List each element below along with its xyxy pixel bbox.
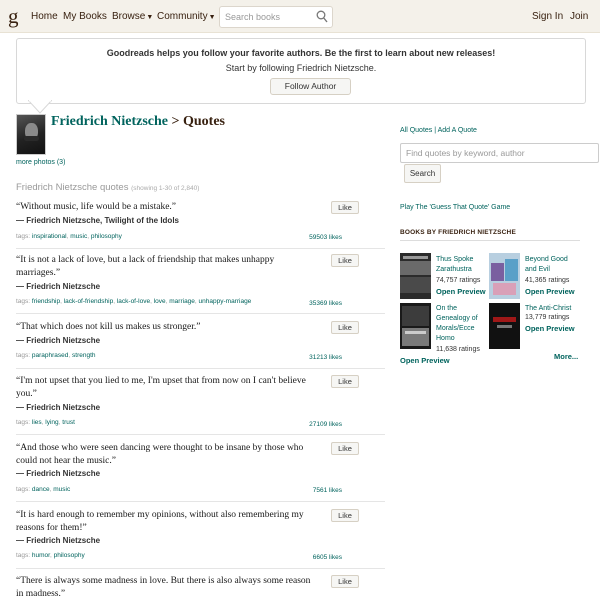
book-cover-thus-spoke-zarathustra[interactable] xyxy=(400,253,431,299)
tag-link[interactable]: friendship xyxy=(31,298,61,305)
follow-author-banner xyxy=(16,38,586,104)
quote-author: ― Friedrich Nietzsche xyxy=(16,336,101,345)
tag-link[interactable]: philosophy xyxy=(90,233,122,240)
like-button[interactable]: Like xyxy=(331,201,359,214)
author-mustache xyxy=(24,136,39,141)
tag-link[interactable]: trust xyxy=(62,419,75,426)
book-cover-genealogy-of-morals[interactable] xyxy=(400,303,431,349)
more-photos-link[interactable]: more photos (3) xyxy=(16,159,66,166)
open-preview-link[interactable]: Open Preview xyxy=(400,356,450,365)
quote-text: “I'm not upset that you lied to me, I'm upset that from now on I can't believe you.” xyxy=(16,376,306,399)
open-preview-link[interactable]: Open Preview xyxy=(525,287,575,296)
tags-label: tags: xyxy=(16,233,31,240)
quote-tags: tags: inspirational, music, philosophy xyxy=(16,233,122,240)
banner-pointer-arrow xyxy=(28,100,52,114)
book-title-link[interactable]: Beyond Good and Evil xyxy=(525,256,568,273)
quote-author-name: ― Friedrich Nietzsche, xyxy=(16,216,103,225)
quote-text: “It is not a lack of love, but a lack of friendship that makes unhappy marriages.” xyxy=(16,255,275,278)
sidebar-quote-links: All Quotes | Add A Quote xyxy=(400,127,477,134)
quote-item xyxy=(16,575,385,600)
quotes-section-heading xyxy=(16,182,199,193)
tag-link[interactable]: music xyxy=(70,233,88,240)
like-button[interactable]: Like xyxy=(331,575,359,588)
open-preview-link[interactable]: Open Preview xyxy=(525,324,575,333)
quote-text: “It is hard enough to remember my opinions, without also remembering my reasons for them!” xyxy=(16,510,304,533)
nav-community-label: Community xyxy=(157,11,208,22)
tag-link[interactable]: marriage xyxy=(169,298,195,305)
nav-home[interactable]: Home xyxy=(31,11,58,22)
book-ratings: 74,757 ratings xyxy=(436,277,481,284)
quote-tags: tags: lies, lying, trust xyxy=(16,419,75,426)
tags-label: tags: xyxy=(16,298,31,305)
quote-item xyxy=(16,321,385,369)
book-ratings: 41,365 ratings xyxy=(525,277,570,284)
top-navigation-bar xyxy=(0,0,600,33)
tags-label: tags: xyxy=(16,552,31,559)
tag-link[interactable]: paraphrased xyxy=(31,352,69,359)
tag-link[interactable]: lying xyxy=(45,419,59,426)
quote-text: “That which does not kill us makes us stronger.” xyxy=(16,322,201,332)
quote-search-input[interactable] xyxy=(400,143,599,163)
nav-my-books[interactable]: My Books xyxy=(63,11,107,22)
tags-label: tags: xyxy=(16,352,31,359)
follow-author-button[interactable]: Follow Author xyxy=(270,78,351,95)
like-button[interactable]: Like xyxy=(331,509,359,522)
quote-tags: tags: paraphrased, strength xyxy=(16,352,96,359)
like-button[interactable]: Like xyxy=(331,321,359,334)
tag-link[interactable]: love xyxy=(153,298,166,305)
tag-link[interactable]: humor xyxy=(31,552,50,559)
header-search-input[interactable] xyxy=(220,7,314,27)
tags-label: tags: xyxy=(16,486,31,493)
quotes-heading-text: Friedrich Nietzsche quotes xyxy=(16,182,129,193)
book-title-link[interactable]: The Anti-Christ xyxy=(525,305,572,312)
nav-browse-label: Browse xyxy=(112,11,146,22)
quote-author: ― Friedrich Nietzsche xyxy=(16,536,101,545)
quotes-count: (showing 1-30 of 2,840) xyxy=(131,185,200,192)
quote-tags: tags: humor, philosophy xyxy=(16,552,85,559)
caret-down-icon: ▼ xyxy=(208,14,216,21)
quote-work-title[interactable]: Twilight of the Idols xyxy=(104,216,179,225)
quote-text: “Without music, life would be a mistake.” xyxy=(16,202,177,212)
book-title-link[interactable]: On the Genealogy of Morals/Ecce Homo xyxy=(436,305,478,342)
caret-down-icon: ▼ xyxy=(146,14,154,21)
quote-search-button[interactable]: Search xyxy=(404,164,441,183)
page-title xyxy=(51,114,225,130)
banner-subtext: Start by following Friedrich Nietzsche. xyxy=(225,63,377,73)
sign-in-link[interactable]: Sign In xyxy=(532,11,564,22)
all-quotes-link[interactable]: All Quotes xyxy=(400,127,433,134)
banner-headline: Goodreads helps you follow your favorite authors. Be the first to learn about new releases! xyxy=(106,48,496,58)
likes-count[interactable]: 35369 likes xyxy=(309,300,342,307)
like-button[interactable]: Like xyxy=(331,254,359,267)
open-preview-link[interactable]: Open Preview xyxy=(436,287,486,296)
tag-link[interactable]: philosophy xyxy=(53,552,85,559)
guess-quote-game-link[interactable]: Play The 'Guess That Quote' Game xyxy=(400,204,511,211)
likes-count[interactable]: 27109 likes xyxy=(309,421,342,428)
quote-item xyxy=(16,442,385,502)
nav-browse-menu[interactable] xyxy=(112,11,153,22)
likes-count[interactable]: 31213 likes xyxy=(309,354,342,361)
quote-text: “And those who were seen dancing were thought to be insane by those who could not hear the music.” xyxy=(16,443,304,466)
quote-author: ― Friedrich Nietzsche xyxy=(16,403,101,412)
tag-link[interactable]: dance xyxy=(31,486,50,493)
tag-link[interactable]: lack-of-friendship xyxy=(63,298,114,305)
tag-link[interactable]: music xyxy=(53,486,71,493)
header-search-box xyxy=(219,6,333,28)
likes-count[interactable]: 6605 likes xyxy=(312,554,342,561)
add-quote-link[interactable]: Add A Quote xyxy=(437,127,477,134)
likes-count[interactable]: 59503 likes xyxy=(309,234,342,241)
book-cover-beyond-good-and-evil[interactable] xyxy=(489,253,520,299)
quote-item xyxy=(16,201,385,249)
quote-tags: tags: friendship, lack-of-friendship, lack-of-love, love, marriage, unhappy-marriage xyxy=(16,298,252,305)
divider xyxy=(400,240,580,241)
search-icon[interactable] xyxy=(316,10,328,23)
tags-label: tags: xyxy=(16,419,31,426)
quote-author xyxy=(16,216,179,225)
book-ratings: 11,638 ratings xyxy=(436,346,480,353)
page-title-suffix: > Quotes xyxy=(168,114,225,129)
author-photo[interactable] xyxy=(16,114,46,155)
nav-community-menu[interactable] xyxy=(157,11,216,22)
more-books-link[interactable]: More... xyxy=(554,352,579,361)
quote-text: “There is always some madness in love. But there is also always some reason in madness.” xyxy=(16,576,311,599)
quote-author: ― Friedrich Nietzsche xyxy=(16,282,101,291)
quote-item xyxy=(16,375,385,435)
likes-count[interactable]: 7561 likes xyxy=(312,487,342,494)
like-button[interactable]: Like xyxy=(331,442,359,455)
book-title-link[interactable]: Thus Spoke Zarathustra xyxy=(436,256,474,273)
author-name-link[interactable]: Friedrich Nietzsche xyxy=(51,114,169,129)
tag-link[interactable]: inspirational xyxy=(31,233,67,240)
books-by-author-heading: BOOKS BY FRIEDRICH NIETZSCHE xyxy=(400,229,516,236)
quote-author: ― Friedrich Nietzsche xyxy=(16,469,101,478)
like-button[interactable]: Like xyxy=(331,375,359,388)
tag-link[interactable]: unhappy-marriage xyxy=(198,298,252,305)
tag-link[interactable]: strength xyxy=(72,352,96,359)
tag-link[interactable]: lies xyxy=(31,419,42,426)
book-cover-the-anti-christ[interactable] xyxy=(489,303,520,349)
quote-item xyxy=(16,254,385,314)
goodreads-logo[interactable]: g xyxy=(8,4,19,28)
quote-item xyxy=(16,509,385,569)
book-ratings: 13,779 ratings xyxy=(525,314,570,321)
quote-tags: tags: dance, music xyxy=(16,486,71,493)
tag-link[interactable]: lack-of-love xyxy=(116,298,151,305)
join-link[interactable]: Join xyxy=(570,11,589,22)
